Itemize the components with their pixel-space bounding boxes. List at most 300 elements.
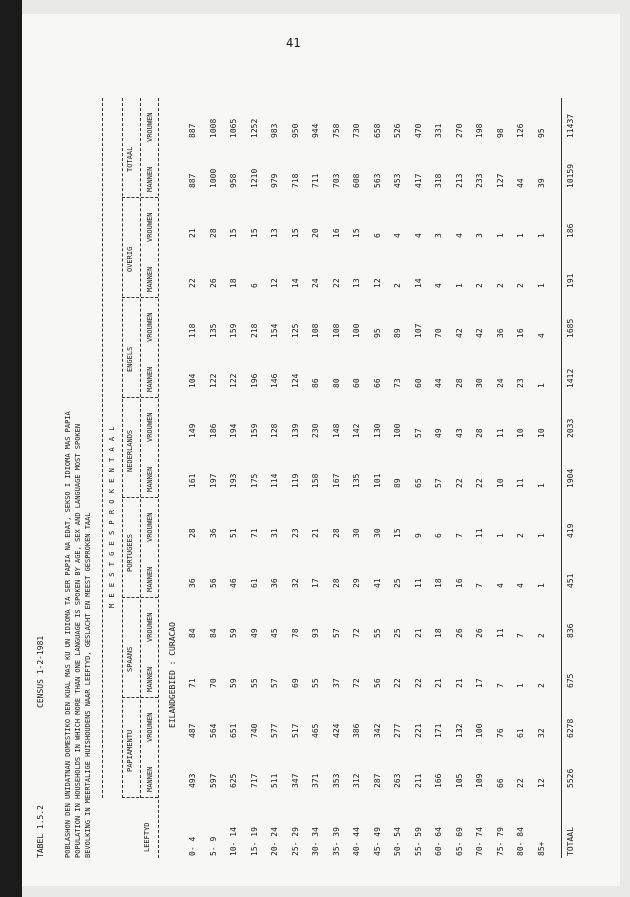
sex-header-female: VROUWEN [146, 712, 154, 742]
table-cell: 197 [208, 473, 218, 488]
total-label: TOTAAL [566, 827, 575, 856]
rule-total [561, 98, 562, 858]
table-cell: 49 [249, 628, 259, 638]
table-cell: 158 [311, 473, 320, 488]
table-cell: 16 [516, 328, 525, 338]
table-cell: 159 [229, 323, 238, 338]
column-divider [122, 397, 158, 398]
census-label: CENSUS 1-2-1981 [36, 635, 45, 708]
table-cell: 95 [372, 328, 382, 338]
title-line-2: POPULATION IN HOUSEHOLDS IN WHICH MORE THAN ONE LANGUAGE IS SPOKEN BY AGE, SEX AND LANGUAGE MOST SPOKEN [74, 423, 82, 858]
table-cell: 166 [434, 773, 443, 788]
title-line-3: BEVOLKING IN MEERTALIGE HUISHOUDENS NAAR LEEFTYD, GESLACHT EN MEEST GESPROKEN TAAL [84, 512, 92, 858]
table-cell: 30 [352, 528, 361, 538]
table-cell: 213 [454, 173, 464, 188]
table-cell: 6 [372, 233, 382, 238]
table-cell: 21 [188, 228, 197, 238]
table-cell: 22 [413, 678, 423, 688]
table-cell: 29 [352, 578, 361, 588]
total-cell: 2033 [566, 418, 575, 438]
age-label: 10- 14 [229, 827, 238, 856]
table-cell: 758 [331, 123, 341, 138]
table-cell: 342 [372, 723, 382, 738]
table-cell: 93 [311, 628, 320, 638]
table-cell: 22 [475, 478, 484, 488]
table-cell: 84 [208, 628, 218, 638]
total-cell: 1412 [566, 368, 575, 388]
table-cell: 57 [413, 428, 423, 438]
table-cell: 107 [413, 323, 423, 338]
table-cell: 104 [188, 373, 197, 388]
table-cell: 56 [208, 578, 218, 588]
table-cell: 55 [372, 628, 382, 638]
table-cell: 312 [352, 773, 361, 788]
table-cell: 21 [413, 628, 423, 638]
table-cell: 7 [516, 633, 525, 638]
table-cell: 26 [475, 628, 484, 638]
table-cell: 44 [434, 378, 443, 388]
table-cell: 353 [331, 773, 341, 788]
table-cell: 1 [536, 233, 546, 238]
age-label: 80- 84 [516, 827, 525, 856]
table-cell: 658 [372, 123, 382, 138]
table-cell: 100 [393, 423, 402, 438]
column-divider [122, 297, 158, 298]
table-cell: 887 [188, 173, 197, 188]
table-cell: 11 [516, 478, 525, 488]
table-cell: 71 [188, 678, 197, 688]
table-cell: 4 [434, 283, 443, 288]
table-cell: 424 [331, 723, 341, 738]
sex-header-female: VROUWEN [146, 312, 154, 342]
table-cell: 26 [454, 628, 464, 638]
table-cell: 108 [331, 323, 341, 338]
table-cell: 21 [434, 678, 443, 688]
table-cell: 65 [413, 478, 423, 488]
table-cell: 127 [495, 173, 505, 188]
table-cell: 979 [270, 173, 279, 188]
table-cell: 28 [475, 428, 484, 438]
table-cell: 60 [352, 378, 361, 388]
table-cell: 1 [536, 283, 546, 288]
table-cell: 23 [290, 528, 300, 538]
table-cell: 718 [290, 173, 300, 188]
table-cell: 28 [188, 528, 197, 538]
age-label: 40- 44 [352, 827, 361, 856]
table-cell: 15 [352, 228, 361, 238]
table-cell: 114 [270, 473, 279, 488]
scan-edge [0, 0, 22, 897]
table-cell: 887 [188, 123, 197, 138]
sex-header-female: VROUWEN [146, 512, 154, 542]
table-cell: 28 [208, 228, 218, 238]
column-divider [122, 697, 158, 698]
table-cell: 198 [475, 123, 484, 138]
sex-header-male: MANNEN [146, 466, 154, 492]
table-cell: 4 [413, 233, 423, 238]
table-cell: 119 [290, 473, 300, 488]
table-cell: 20 [311, 228, 320, 238]
table-cell: 135 [208, 323, 218, 338]
total-cell: 419 [566, 523, 575, 538]
table-cell: 126 [516, 123, 525, 138]
table-cell: 124 [290, 373, 300, 388]
table-cell: 11 [495, 428, 505, 438]
age-label: 85+ [536, 841, 546, 856]
table-cell: 15 [290, 228, 300, 238]
table-cell: 32 [290, 578, 300, 588]
table-cell: 12 [270, 278, 279, 288]
table-cell: 73 [393, 378, 402, 388]
table-cell: 171 [434, 723, 443, 738]
table-cell: 944 [311, 123, 320, 138]
total-cell: 451 [566, 573, 575, 588]
age-label: 15- 19 [249, 827, 259, 856]
table-cell: 10 [516, 428, 525, 438]
table-cell: 130 [372, 423, 382, 438]
table-cell: 46 [229, 578, 238, 588]
table-cell: 21 [454, 678, 464, 688]
table-cell: 16 [331, 228, 341, 238]
table-cell: 30 [372, 528, 382, 538]
table-cell: 146 [270, 373, 279, 388]
rule-header-bottom [158, 98, 159, 858]
table-cell: 2 [475, 283, 484, 288]
table-cell: 17 [475, 678, 484, 688]
table-cell: 417 [413, 173, 423, 188]
table-cell: 1 [536, 583, 546, 588]
total-cell: 1904 [566, 468, 575, 488]
table-cell: 453 [393, 173, 402, 188]
table-cell: 100 [352, 323, 361, 338]
table-cell: 717 [249, 773, 259, 788]
table-cell: 564 [208, 723, 218, 738]
table-cell: 122 [208, 373, 218, 388]
table-cell: 7 [475, 583, 484, 588]
table-cell: 71 [249, 528, 259, 538]
table-cell: 98 [495, 128, 505, 138]
table-cell: 18 [229, 278, 238, 288]
table-cell: 39 [536, 178, 546, 188]
sex-header-female: VROUWEN [146, 412, 154, 442]
table-cell: 56 [372, 678, 382, 688]
region-label: EILANDGEBIED : CURACAO [168, 622, 177, 728]
table-cell: 211 [413, 773, 423, 788]
language-header-overig: OVERIG [126, 246, 134, 272]
language-header-engels: ENGELS [126, 346, 134, 372]
table-cell: 100 [475, 723, 484, 738]
table-cell: 465 [311, 723, 320, 738]
table-cell: 61 [249, 578, 259, 588]
rule-lang [122, 98, 123, 798]
sex-header-female: VROUWEN [146, 212, 154, 242]
table-cell: 70 [434, 328, 443, 338]
age-label: 75- 79 [495, 827, 505, 856]
table-cell: 730 [352, 123, 361, 138]
table-cell: 7 [495, 683, 505, 688]
table-cell: 69 [290, 678, 300, 688]
table-cell: 1 [516, 233, 525, 238]
table-cell: 386 [352, 723, 361, 738]
table-cell: 950 [290, 123, 300, 138]
table-cell: 651 [229, 723, 238, 738]
table-cell: 36 [270, 578, 279, 588]
table-cell: 15 [249, 228, 259, 238]
table-cell: 36 [208, 528, 218, 538]
table-cell: 72 [352, 678, 361, 688]
table-cell: 167 [331, 473, 341, 488]
age-label: 55- 59 [413, 827, 423, 856]
table-cell: 511 [270, 773, 279, 788]
table-cell: 142 [352, 423, 361, 438]
table-cell: 95 [536, 128, 546, 138]
table-cell: 22 [188, 278, 197, 288]
age-label: 25- 29 [290, 827, 300, 856]
table-cell: 218 [249, 323, 259, 338]
table-cell: 84 [188, 628, 197, 638]
table-cell: 487 [188, 723, 197, 738]
table-cell: 2 [495, 283, 505, 288]
table-cell: 1 [516, 683, 525, 688]
table-cell: 196 [249, 373, 259, 388]
table-cell: 1 [536, 483, 546, 488]
sex-header-male: MANNEN [146, 266, 154, 292]
table-cell: 1 [454, 283, 464, 288]
total-cell: 5526 [566, 768, 575, 788]
spanning-header: M E E S T G E S P R O K E N T A A L [108, 425, 116, 608]
table-cell: 18 [434, 628, 443, 638]
table-cell: 45 [270, 628, 279, 638]
table-cell: 80 [331, 378, 341, 388]
column-divider [122, 497, 158, 498]
column-divider [122, 597, 158, 598]
table-cell: 1 [536, 533, 546, 538]
table-cell: 1252 [249, 118, 259, 138]
table-cell: 22 [516, 778, 525, 788]
table-cell: 3 [475, 233, 484, 238]
total-cell: 11437 [566, 113, 575, 138]
table-cell: 1 [495, 533, 505, 538]
table-cell: 2 [516, 283, 525, 288]
table-id: TABEL 1.5.2 [36, 805, 45, 858]
table-cell: 31 [270, 528, 279, 538]
table-cell: 26 [208, 278, 218, 288]
table-cell: 139 [290, 423, 300, 438]
table-cell: 517 [290, 723, 300, 738]
table-cell: 1210 [249, 168, 259, 188]
table-cell: 221 [413, 723, 423, 738]
table-cell: 740 [249, 723, 259, 738]
table-cell: 108 [311, 323, 320, 338]
table-cell: 25 [393, 578, 402, 588]
age-label: 60- 64 [434, 827, 443, 856]
total-cell: 10159 [566, 163, 575, 188]
table-cell: 86 [311, 378, 320, 388]
table-cell: 49 [434, 428, 443, 438]
table-cell: 2 [536, 683, 546, 688]
age-label: 65- 69 [454, 827, 464, 856]
sex-header-female: VROUWEN [146, 612, 154, 642]
table-cell: 161 [188, 473, 197, 488]
table-cell: 7 [454, 533, 464, 538]
table-cell: 135 [352, 473, 361, 488]
table-cell: 28 [454, 378, 464, 388]
table-cell: 43 [454, 428, 464, 438]
table-cell: 277 [393, 723, 402, 738]
table-cell: 983 [270, 123, 279, 138]
age-label: 35- 39 [331, 827, 341, 856]
total-cell: 675 [566, 673, 575, 688]
table-cell: 159 [249, 423, 259, 438]
table-cell: 2 [516, 533, 525, 538]
table-cell: 105 [454, 773, 464, 788]
table-cell: 4 [454, 233, 464, 238]
table-cell: 287 [372, 773, 382, 788]
table-cell: 23 [516, 378, 525, 388]
table-cell: 11 [475, 528, 484, 538]
sex-header-male: MANNEN [146, 566, 154, 592]
table-cell: 11 [495, 628, 505, 638]
table-cell: 371 [311, 773, 320, 788]
table-cell: 1065 [229, 118, 238, 138]
table-cell: 22 [454, 478, 464, 488]
table-cell: 703 [331, 173, 341, 188]
table-cell: 15 [393, 528, 402, 538]
table-cell: 15 [229, 228, 238, 238]
table-cell: 13 [270, 228, 279, 238]
age-header: LEEFTYD [143, 822, 151, 852]
table-cell: 958 [229, 173, 238, 188]
table-cell: 149 [188, 423, 197, 438]
table-cell: 493 [188, 773, 197, 788]
page-number: 41 [286, 36, 301, 50]
table-cell: 60 [413, 378, 423, 388]
table-cell: 526 [393, 123, 402, 138]
table-cell: 597 [208, 773, 218, 788]
table-cell: 37 [331, 678, 341, 688]
table-cell: 10 [536, 428, 546, 438]
total-cell: 1685 [566, 318, 575, 338]
table-cell: 25 [393, 628, 402, 638]
table-cell: 1000 [208, 168, 218, 188]
table-cell: 89 [393, 328, 402, 338]
table-cell: 36 [495, 328, 505, 338]
table-cell: 318 [434, 173, 443, 188]
table-cell: 32 [536, 728, 546, 738]
table-cell: 577 [270, 723, 279, 738]
table-cell: 230 [311, 423, 320, 438]
table-cell: 270 [454, 123, 464, 138]
table-cell: 194 [229, 423, 238, 438]
table-cell: 12 [372, 278, 382, 288]
table-cell: 2 [536, 633, 546, 638]
table-cell: 14 [413, 278, 423, 288]
table-cell: 76 [495, 728, 505, 738]
table-cell: 22 [331, 278, 341, 288]
age-label: 20- 24 [270, 827, 279, 856]
table-cell: 3 [434, 233, 443, 238]
table-cell: 1 [536, 383, 546, 388]
sex-header-male: MANNEN [146, 366, 154, 392]
table-cell: 1 [495, 233, 505, 238]
table-cell: 6 [434, 533, 443, 538]
age-label: 5- 9 [208, 836, 218, 856]
table-cell: 1008 [208, 118, 218, 138]
table-cell: 193 [229, 473, 238, 488]
table-cell: 24 [495, 378, 505, 388]
language-header-nederlands: NEDERLANDS [126, 429, 134, 472]
table-cell: 16 [454, 578, 464, 588]
table-cell: 28 [331, 528, 341, 538]
table-cell: 347 [290, 773, 300, 788]
table-cell: 118 [188, 323, 197, 338]
sex-header-male: MANNEN [146, 666, 154, 692]
table-cell: 42 [454, 328, 464, 338]
age-label: 45- 49 [372, 827, 382, 856]
table-cell: 175 [249, 473, 259, 488]
table-cell: 66 [372, 378, 382, 388]
table-cell: 61 [516, 728, 525, 738]
language-header-spaans: SPAANS [126, 646, 134, 672]
table-cell: 22 [393, 678, 402, 688]
total-cell: 836 [566, 623, 575, 638]
table-cell: 70 [208, 678, 218, 688]
sex-header-male: MANNEN [146, 166, 154, 192]
table-cell: 125 [290, 323, 300, 338]
total-cell: 191 [566, 273, 575, 288]
table-cell: 30 [475, 378, 484, 388]
table-cell: 711 [311, 173, 320, 188]
table-cell: 57 [331, 628, 341, 638]
table-cell: 263 [393, 773, 402, 788]
table-cell: 12 [536, 778, 546, 788]
table-cell: 2 [393, 283, 402, 288]
table-cell: 4 [516, 583, 525, 588]
table-cell: 563 [372, 173, 382, 188]
column-divider [122, 797, 158, 798]
age-label: 50- 54 [393, 827, 402, 856]
table-cell: 55 [249, 678, 259, 688]
age-label: 30- 34 [311, 827, 320, 856]
table-cell: 4 [495, 583, 505, 588]
sex-header-male: MANNEN [146, 766, 154, 792]
table-cell: 101 [372, 473, 382, 488]
table-cell: 66 [495, 778, 505, 788]
table-cell: 59 [229, 628, 238, 638]
table-cell: 41 [372, 578, 382, 588]
table-cell: 55 [311, 678, 320, 688]
table-cell: 233 [475, 173, 484, 188]
table-cell: 24 [311, 278, 320, 288]
table-cell: 9 [413, 533, 423, 538]
table-cell: 331 [434, 123, 443, 138]
table-cell: 154 [270, 323, 279, 338]
table-cell: 28 [331, 578, 341, 588]
age-label: 0- 4 [188, 836, 197, 856]
table-cell: 6 [249, 283, 259, 288]
column-divider [122, 197, 158, 198]
table-cell: 78 [290, 628, 300, 638]
table-cell: 14 [290, 278, 300, 288]
table-cell: 109 [475, 773, 484, 788]
language-header-papiamentu: PAPIAMENTU [126, 729, 134, 772]
table-cell: 122 [229, 373, 238, 388]
table-cell: 21 [311, 528, 320, 538]
table-cell: 132 [454, 723, 464, 738]
table-cell: 51 [229, 528, 238, 538]
table-cell: 4 [536, 333, 546, 338]
title-line-1: POBLASHON DEN UNIDATNAN DOMESTIKO DEN KUAL MAS KU UN IDIOMA TA SER PAPIA NA EDAT, SEKSO I IDIOMA MAS PAPIA [64, 411, 72, 858]
